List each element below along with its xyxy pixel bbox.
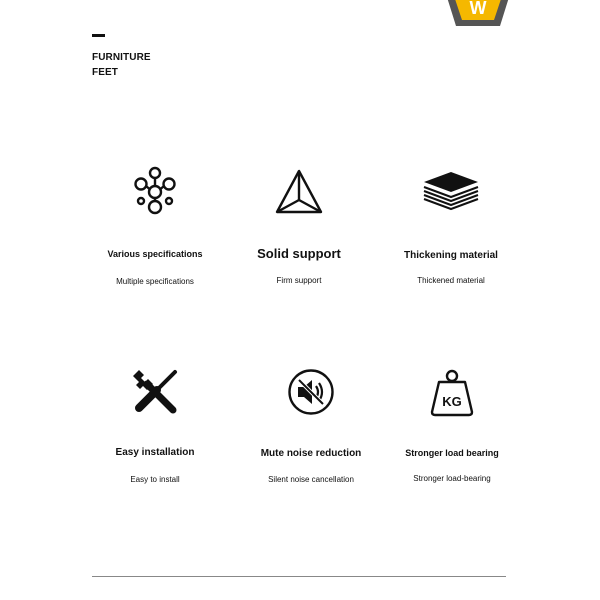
feature-title: Solid support <box>257 246 341 261</box>
heading-line-2: FEET <box>92 67 118 78</box>
heading-accent-dash <box>92 34 105 37</box>
feature-thickening-material <box>376 160 526 295</box>
feature-title: Mute noise reduction <box>260 448 362 459</box>
kg-weight-icon <box>429 368 475 418</box>
kg-label: KG <box>442 394 462 409</box>
brand-logo <box>442 0 514 30</box>
feature-subtitle: Silent noise cancellation <box>268 475 354 484</box>
feature-easy-installation <box>80 362 230 497</box>
feature-title: Thickening material <box>404 250 498 261</box>
stacked-layers-icon <box>422 170 480 212</box>
pyramid-icon <box>274 168 324 216</box>
feature-subtitle: Multiple specifications <box>116 277 194 286</box>
feature-subtitle: Easy to install <box>130 475 180 484</box>
mute-speaker-icon <box>287 368 335 416</box>
molecule-icon <box>131 166 179 216</box>
feature-various-specifications <box>80 160 230 295</box>
bottom-divider <box>92 576 506 577</box>
feature-title: Stronger load bearing <box>405 448 499 458</box>
feature-subtitle: Thickened material <box>417 276 485 285</box>
feature-mute-noise-reduction <box>236 362 386 497</box>
feature-stronger-load-bearing <box>377 362 527 497</box>
feature-title: Easy installation <box>115 447 195 458</box>
page-heading <box>92 50 151 80</box>
feature-subtitle: Stronger load-bearing <box>413 474 491 483</box>
wrench-screwdriver-icon <box>129 366 181 418</box>
logo-letter: W <box>469 0 487 18</box>
feature-title: Various specifications <box>107 249 203 259</box>
heading-line-1: FURNITURE <box>92 52 151 63</box>
feature-subtitle: Firm support <box>276 276 322 285</box>
feature-solid-support <box>224 160 374 295</box>
